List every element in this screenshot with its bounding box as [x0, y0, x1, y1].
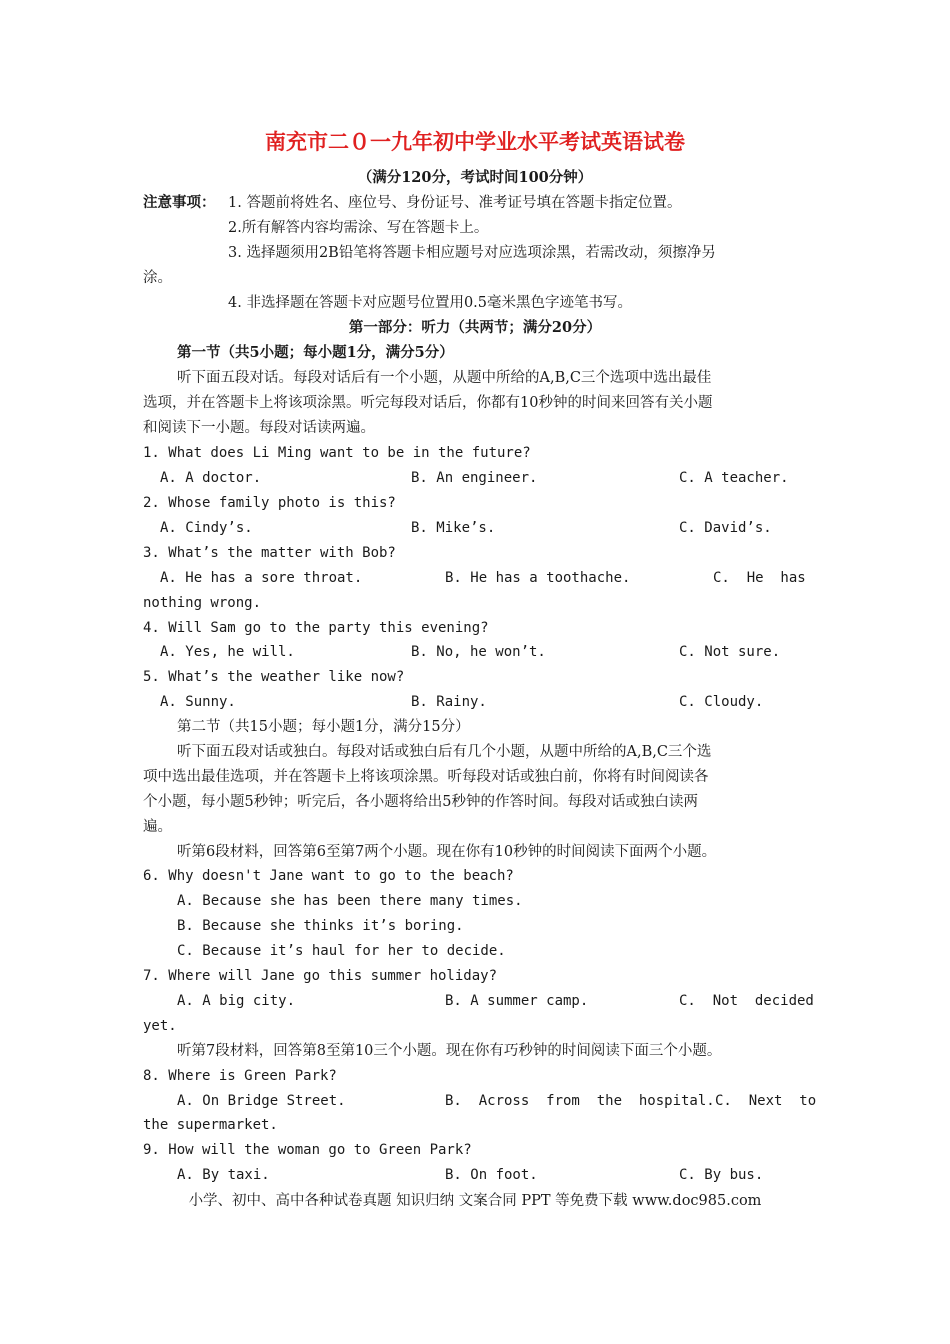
option-a: A. A doctor.: [160, 470, 262, 486]
section2-instruction: 个小题，每小题5秒钟；听完后，各小题将给出5秒钟的作答时间。每段对话或独白读两: [143, 794, 698, 810]
part1-heading: 第一部分：听力（共两节；满分20分）: [348, 319, 602, 336]
question-3: 3. What’s the matter with Bob?: [143, 545, 396, 561]
option-a: A. On Bridge Street.: [177, 1093, 346, 1109]
question-4: 4. Will Sam go to the party this evening?: [143, 620, 489, 636]
section1-heading: 第一节（共5小题；每小题1分，满分5分）: [177, 344, 454, 361]
section1-instruction: 和阅读下一小题。每段对话读两遍。: [143, 420, 375, 436]
option-b: B. On foot.: [445, 1167, 538, 1183]
option-c: C. Cloudy.: [679, 694, 764, 710]
material-6-instruction: 听第6段材料，回答第6至第7两个小题。现在你有10秒钟的时间阅读下面两个小题。: [177, 844, 717, 860]
exam-title: 南充市二０一九年初中学业水平考试英语试卷: [265, 130, 685, 154]
option-c: C. Because it’s haul for her to decide.: [177, 943, 506, 959]
option-a: A. Cindy’s.: [160, 520, 253, 536]
option-b: B. A summer camp.: [445, 993, 589, 1009]
option-a: A. Because she has been there many times.: [177, 893, 523, 909]
notice-item-3: 3. 选择题须用2B铅笔将答题卡相应题号对应选项涂黑，若需改动，须擦净另: [228, 245, 716, 261]
question-9: 9. How will the woman go to Green Park?: [143, 1142, 472, 1158]
section2-heading: 第二节（共15小题；每小题1分，满分15分）: [177, 719, 470, 735]
option-c: C. A teacher.: [679, 470, 789, 486]
option-c: C. David’s.: [679, 520, 772, 536]
option-c: C. Next to: [715, 1093, 817, 1109]
question-8: 8. Where is Green Park?: [143, 1068, 337, 1084]
option-c: C. By bus.: [679, 1167, 764, 1183]
section2-instruction: 项中选出最佳选项，并在答题卡上将该项涂黑。听每段对话或独白前，你将有时间阅读各: [143, 769, 709, 785]
question-1: 1. What does Li Ming want to be in the future?: [143, 445, 531, 461]
option-b: B. Mike’s.: [411, 520, 496, 536]
page-footer: 小学、初中、高中各种试卷真题 知识归纳 文案合同 PPT 等免费下载 www.doc985.com: [188, 1193, 762, 1209]
notice-item-1: 1. 答题前将姓名、座位号、身份证号、准考证号填在答题卡指定位置。: [228, 195, 682, 211]
option-b: B. He has a toothache.: [445, 570, 631, 586]
option-a: A. Sunny.: [160, 694, 236, 710]
question-6: 6. Why doesn't Jane want to go to the beach?: [143, 868, 514, 884]
option-c-continued: nothing wrong.: [143, 595, 262, 611]
option-a: A. A big city.: [177, 993, 296, 1009]
option-c: C. Not decided: [679, 993, 814, 1009]
option-a: A. Yes, he will.: [160, 644, 295, 660]
question-5: 5. What’s the weather like now?: [143, 669, 405, 685]
option-b: B. No, he won’t.: [411, 644, 546, 660]
option-a: A. By taxi.: [177, 1167, 270, 1183]
section2-instruction: 遍。: [143, 819, 172, 835]
option-b: B. Across from the hospital.: [445, 1093, 715, 1109]
material-7-instruction: 听第7段材料，回答第8至第10三个小题。现在你有巧秒钟的时间阅读下面三个小题。: [177, 1043, 722, 1059]
question-2: 2. Whose family photo is this?: [143, 495, 396, 511]
notice-item-4: 4. 非选择题在答题卡对应题号位置用0.5毫米黑色字迹笔书写。: [228, 295, 633, 311]
notice-item-3-cont: 涂。: [143, 270, 172, 286]
question-7: 7. Where will Jane go this summer holiday?: [143, 968, 498, 984]
option-c: C. Not sure.: [679, 644, 781, 660]
section2-instruction: 听下面五段对话或独白。每段对话或独白后有几个小题，从题中所给的A,B,C三个选: [177, 744, 712, 760]
notice-label: 注意事项：: [143, 194, 216, 211]
section1-instruction: 听下面五段对话。每段对话后有一个小题，从题中所给的A,B,C三个选项中选出最佳: [177, 370, 712, 386]
section1-instruction: 选项，并在答题卡上将该项涂黑。听完每段对话后，你都有10秒钟的时间来回答有关小题: [143, 395, 713, 411]
option-c-continued: yet.: [143, 1018, 177, 1034]
option-b: B. Rainy.: [411, 694, 487, 710]
option-b: B. An engineer.: [411, 470, 538, 486]
exam-subtitle: （满分120分，考试时间100分钟）: [357, 169, 593, 186]
option-a: A. He has a sore throat.: [160, 570, 363, 586]
option-c-continued: the supermarket.: [143, 1117, 278, 1133]
notice-item-2: 2.所有解答内容均需涂、写在答题卡上。: [228, 220, 489, 236]
option-c: C. He has: [713, 570, 806, 586]
option-b: B. Because she thinks it’s boring.: [177, 918, 464, 934]
